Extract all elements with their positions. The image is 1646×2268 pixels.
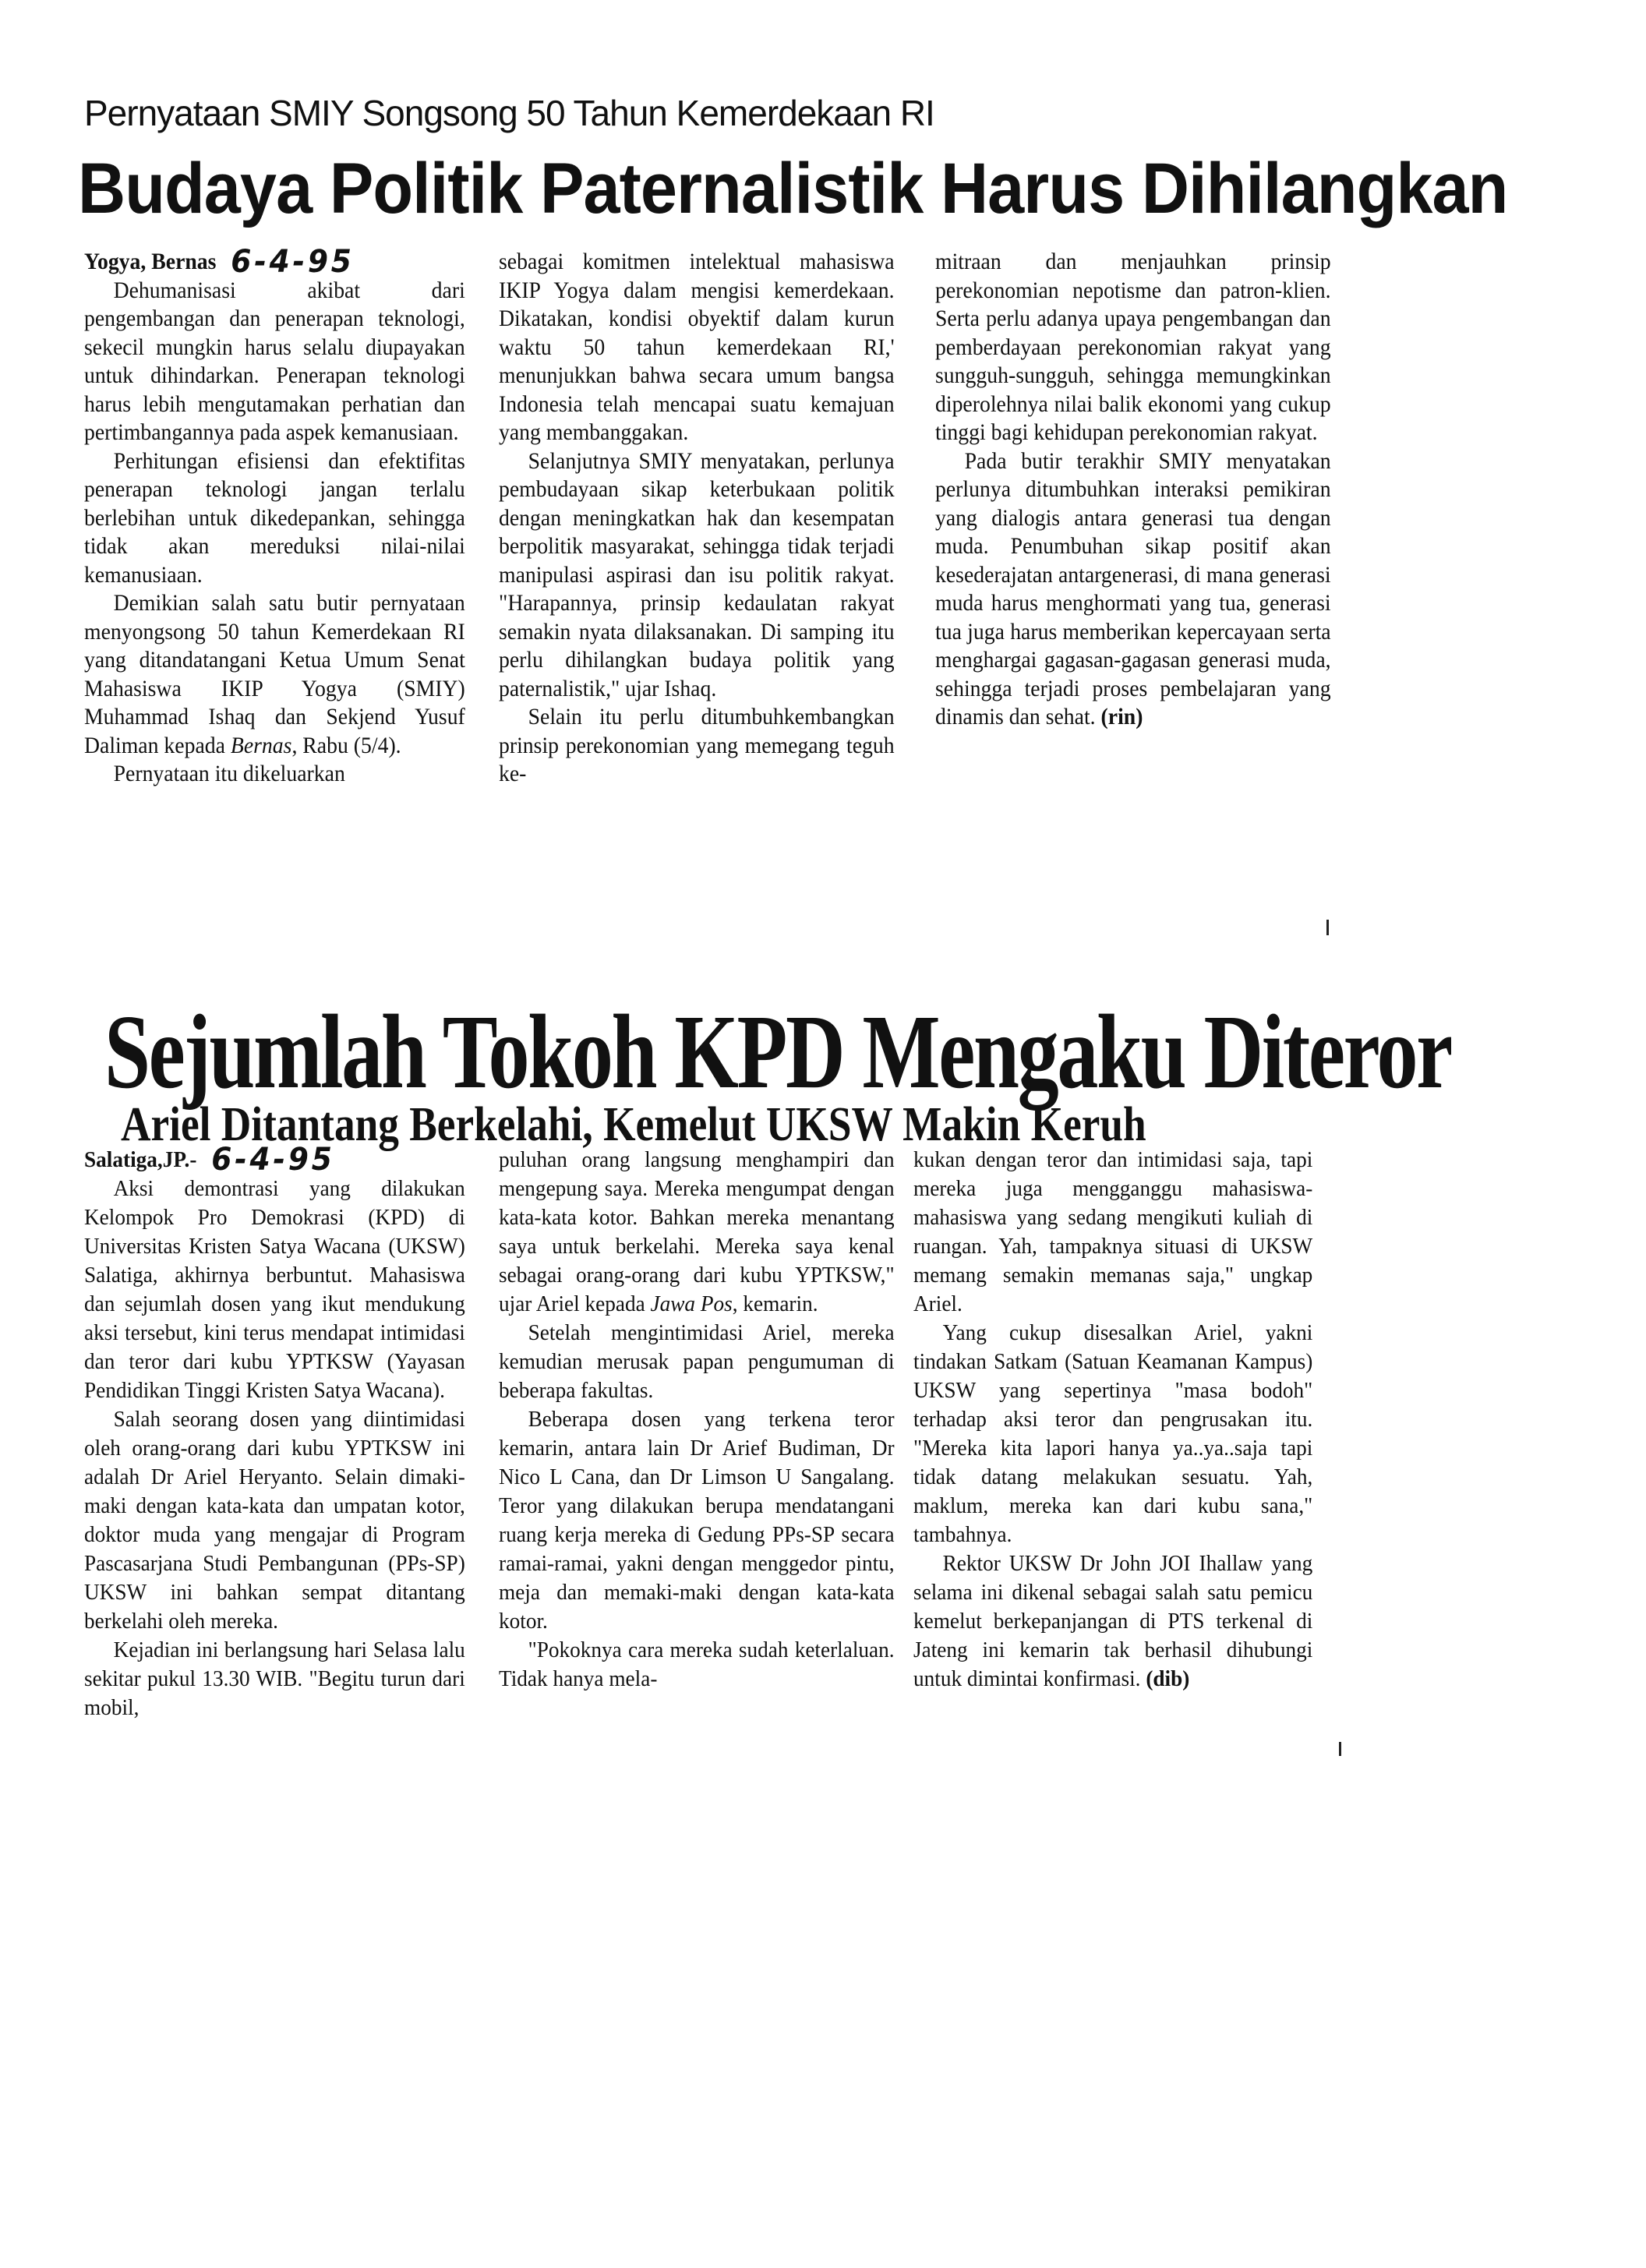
article1-column-1 [84, 244, 465, 789]
article2-column-1 [84, 1142, 465, 1722]
source-italic: Jawa Pos [650, 1291, 733, 1316]
paragraph: mitraan dan menjauhkan prinsip perekonomian nepotisme dan patron-klien. Serta perlu adanya upaya pengembangan dan pemberdayaan perekonomian rakyat yang sungguh-sungguh, sehingga memungkinkan diperolehnya nilai balik ekonomi yang cukup tinggi bagi kehidupan perekonomian rakyat. [935, 249, 1331, 445]
author-signoff: (rin) [1100, 705, 1143, 730]
paragraph: Salah seorang dosen yang diintimidasi oleh orang-orang dari kubu YPTKSW ini adalah Dr Ariel Heryanto. Selain dimaki-maki dengan kata-kata dan umpatan kotor, doktor muda yang mengajar di Program Pascasarjana Studi Pembangunan (PPs-SP) UKSW ini bahkan sempat ditantang berkelahi oleh mereka. [84, 1407, 465, 1634]
author-signoff: (dib) [1146, 1666, 1190, 1691]
article2-subhead: Ariel Ditantang Berkelahi, Kemelut UKSW Makin Keruh [121, 1098, 1146, 1151]
paragraph: Kejadian ini berlangsung hari Selasa lalu sekitar pukul 13.30 WIB. "Begitu turun dari mobil, [84, 1637, 465, 1720]
article1-column-2 [499, 248, 895, 789]
paragraph-text: , Rabu (5/4). [291, 733, 401, 758]
paragraph-text: puluhan orang langsung menghampiri dan mengepung saya. Mereka mengumpat dengan kata-kata kotor. Bahkan mereka menantang saya untuk berkelahi. Mereka saya kenal sebagai orang-orang dari kubu YPTKSW," ujar Ariel kepada [499, 1147, 895, 1316]
article1-headline: Budaya Politik Paternalistik Harus Dihilangkan [78, 149, 1508, 228]
paragraph-text: Rektor UKSW Dr John JOI Ihallaw yang selama ini dikenal sebagai salah satu pemicu kemelut berkepanjangan di PTS terkenal di Jateng ini kemarin tak berhasil dihubungi untuk dimintai konfirmasi. [913, 1551, 1313, 1691]
paragraph: Beberapa dosen yang terkena teror kemarin, antara lain Dr Arief Budiman, Dr Nico L Cana, dan Dr Limson U Sangalang. Teror yang dilakukan berupa mendatangani ruang kerja mereka di Gedung PPs-SP secara ramai-ramai, yakni dengan menggedor pintu, meja dan memaki-maki dengan kata-kata kotor. [499, 1407, 895, 1634]
paragraph: kukan dengan teror dan intimidasi saja, tapi mereka juga mengganggu mahasiswa-mahasiswa yang sedang mengikuti kuliah di ruangan. Yah, tampaknya situasi di UKSW memang semakin memanas saja," ungkap Ariel. [913, 1147, 1313, 1316]
handwritten-date: 6-4-95 [211, 1142, 335, 1178]
paragraph: "Pokoknya cara mereka sudah keterlaluan. Tidak hanya mela- [499, 1637, 895, 1691]
paragraph-text: Demikian salah satu butir pernyataan menyongsong 50 tahun Kemerdekaan RI yang ditandatangani Ketua Umum Senat Mahasiswa IKIP Yogya (SMIY) Muhammad Ishaq dan Sekjend Yusuf Daliman kepada [84, 591, 465, 758]
paragraph: Selanjutnya SMIY menyatakan, perlunya pembudayaan sikap keterbukaan politik dengan meningkatkan hak dan kesempatan berpolitik masyarakat, sehingga tidak terjadi manipulasi aspirasi dan isu politik rakyat. "Harapannya, prinsip kedaulatan rakyat semakin nyata dilaksanakan. Di samping itu perlu dihilangkan budaya politik yang paternalistik," ujar Ishaq. [499, 448, 895, 701]
paragraph-text: , kemarin. [732, 1291, 818, 1316]
article2-column-3 [913, 1146, 1312, 1694]
paragraph [913, 1549, 1312, 1694]
dateline-text: Salatiga,JP.- [84, 1147, 197, 1172]
paragraph: Yang cukup disesalkan Ariel, yakni tindakan Satkam (Satuan Keamanan Kampus) UKSW yang sepertinya "masa bodoh" terhadap aksi teror dan pengrusakan itu. "Mereka kita lapori hanya ya..ya..saja tapi tidak datang melakukan sesuatu. Yah, maklum, mereka kan dari kubu sana," tambahnya. [913, 1320, 1313, 1547]
paragraph-text: Pada butir terakhir SMIY menyatakan perlunya ditumbuhkan interaksi pemikiran yang dialogis antara generasi tua dengan muda. Penumbuhan sikap positif akan kesederajatan antargenerasi, di mana generasi muda harus menghormati yang tua, generasi tua juga harus memberikan kepercayaan serta menghargai gagasan-gagasan generasi muda, sehingga terjadi proses pembelajaran yang dinamis dan sehat. [935, 448, 1331, 730]
paragraph: Perhitungan efisiensi dan efektifitas penerapan teknologi jangan terlalu berlebihan untuk dikedepankan, sehingga tidak akan mereduksi nilai-nilai kemanusiaan. [84, 448, 465, 588]
article1-kicker: Pernyataan SMIY Songsong 50 Tahun Kemerdekaan RI [84, 93, 934, 133]
article2-dateline [84, 1142, 465, 1178]
article2-headline: Sejumlah Tokoh KPD Mengaku Diteror [104, 994, 1451, 1111]
paragraph [499, 1146, 895, 1319]
paragraph: Aksi demontrasi yang dilakukan Kelompok Pro Demokrasi (KPD) di Universitas Kristen Satya Wacana (UKSW) Salatiga, akhirnya berbuntut. Mahasiswa dan sejumlah dosen yang ikut mendukung aksi tersebut, kini terus mendapat intimidasi dan teror dari kubu YPTKSW (Yayasan Pendidikan Tinggi Kristen Satya Wacana). [84, 1176, 465, 1403]
handwritten-date: 6-4-95 [231, 244, 355, 280]
scan-mark [1339, 1742, 1341, 1756]
article2-column-2 [499, 1146, 895, 1694]
paragraph: sebagai komitmen intelektual mahasiswa IKIP Yogya dalam mengisi kemerdekaan. Dikatakan, kondisi obyektif dalam kurun waktu 50 tahun kemerdekaan RI,' menunjukkan bahwa secara umum bangsa Indonesia telah mencapai suatu kemajuan yang membanggakan. [499, 249, 895, 445]
paragraph [84, 589, 465, 760]
source-italic: Bernas [230, 733, 292, 758]
dateline-text: Yogya, Bernas [84, 249, 217, 274]
article1-column-3 [935, 248, 1331, 732]
paragraph [935, 447, 1331, 732]
paragraph: Pernyataan itu dikeluarkan [113, 761, 345, 786]
paragraph: Dehumanisasi akibat dari pengembangan dan penerapan teknologi, sekecil mungkin harus selalu diupayakan untuk dihindarkan. Penerapan teknologi harus lebih mengutamakan perhatian dan pertimbangannya pada aspek kemanusiaan. [84, 277, 465, 445]
paragraph: Selain itu perlu ditumbuhkembangkan prinsip perekonomian yang memegang teguh ke- [499, 705, 895, 786]
article1-dateline [84, 244, 465, 280]
scan-mark [1326, 920, 1329, 935]
paragraph: Setelah mengintimidasi Ariel, mereka kemudian merusak papan pengumuman di beberapa fakultas. [499, 1320, 895, 1403]
